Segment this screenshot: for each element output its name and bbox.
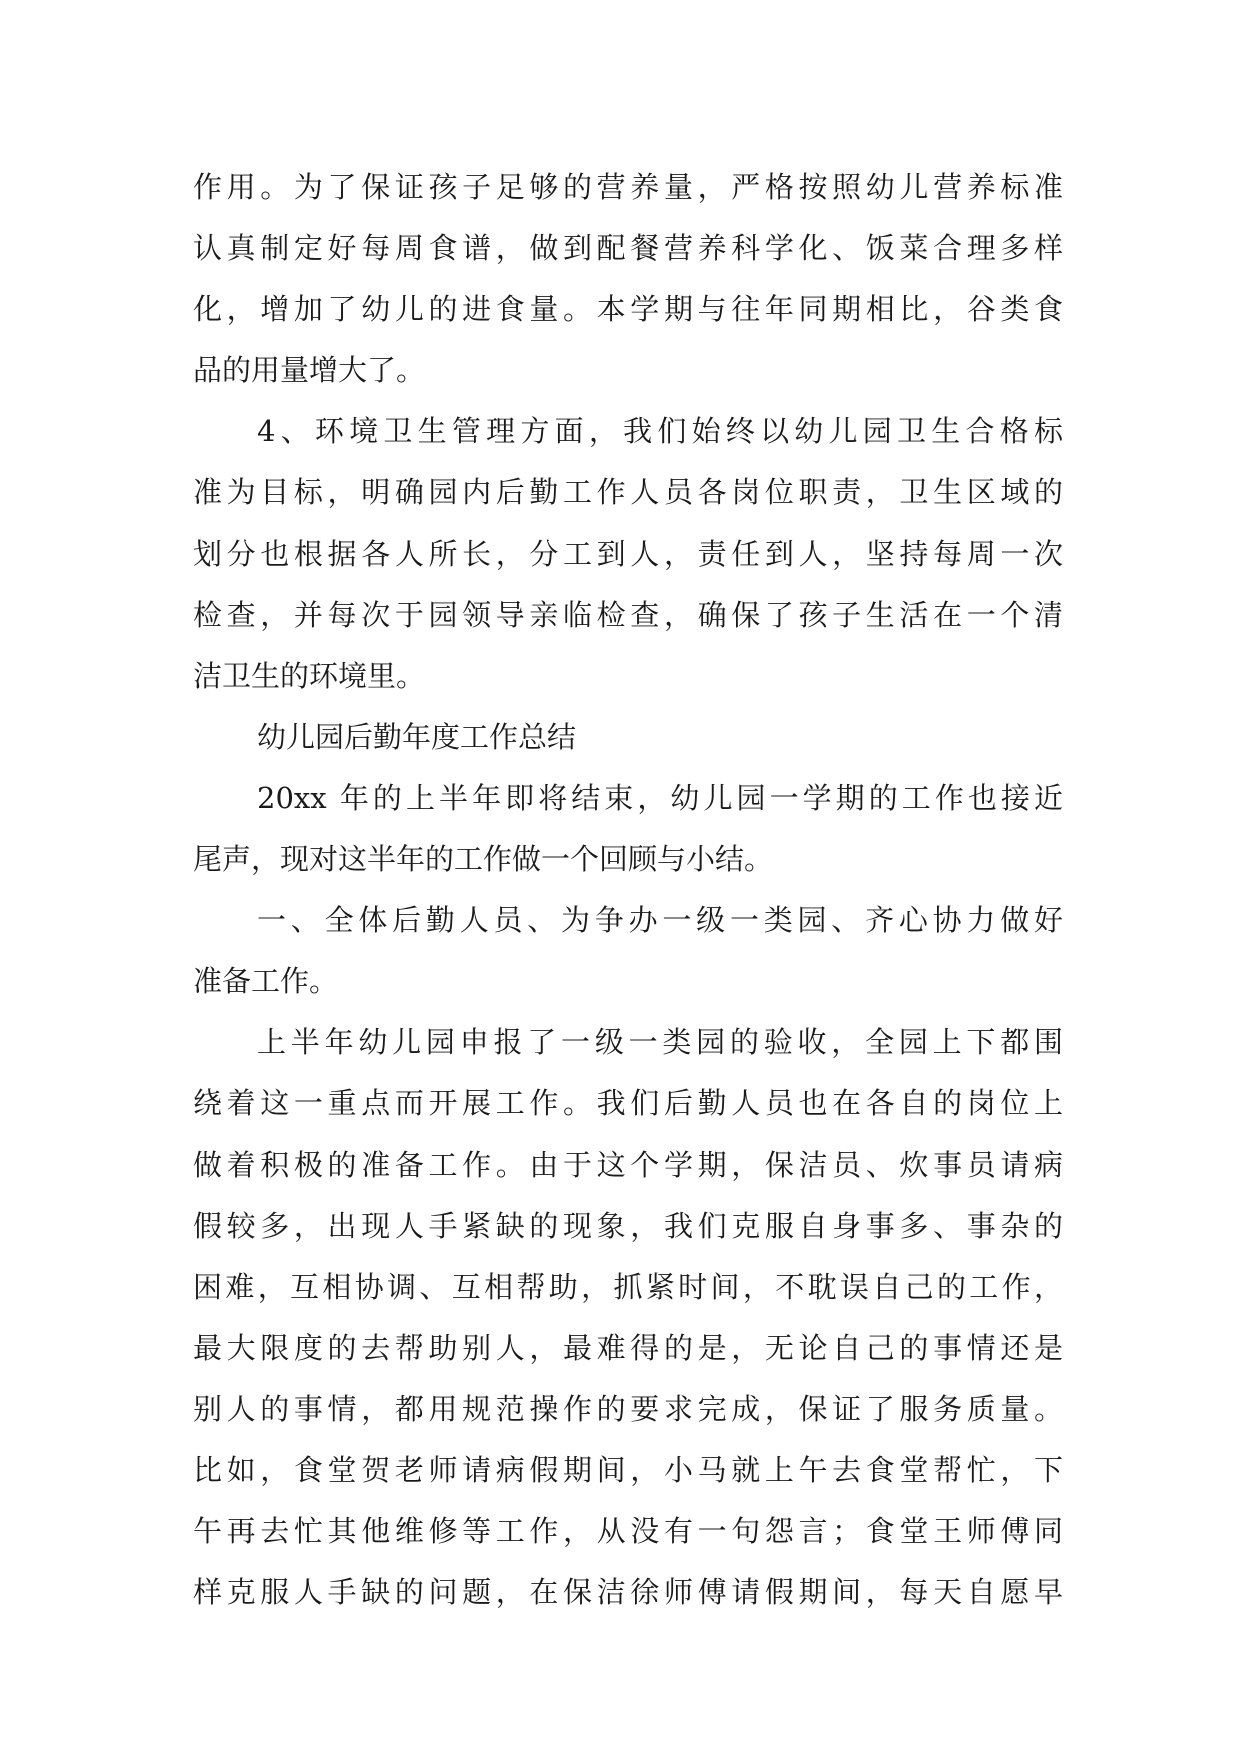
text-line: 尾声，现对这半年的工作做一个回顾与小结。 xyxy=(193,842,774,877)
text-line: 上半年幼儿园申报了一级一类园的验收，全园上下都围 xyxy=(257,1025,1063,1060)
text-line: 20xx 年的上半年即将结束，幼儿园一学期的工作也接近 xyxy=(257,780,1063,815)
text-line: 一、全体后勤人员、为争办一级一类园、齐心协力做好 xyxy=(257,903,1063,938)
text-line: 假较多，出现人手紧缺的现象，我们克服自身事多、事杂的 xyxy=(193,1208,1063,1243)
text-line: 做着积极的准备工作。由于这个学期，保洁员、炊事员请病 xyxy=(193,1147,1063,1182)
text-line: 检查，并每次于园领导亲临检查，确保了孩子生活在一个清 xyxy=(193,597,1063,632)
text-line: 准备工作。 xyxy=(193,964,339,999)
document-body xyxy=(193,157,1063,1623)
text-line: 绕着这一重点而开展工作。我们后勤人员也在各自的岗位上 xyxy=(193,1086,1063,1121)
text-line: 化，增加了幼儿的进食量。本学期与往年同期相比，谷类食 xyxy=(193,292,1063,327)
text-line: 作用。为了保证孩子足够的营养量，严格按照幼儿营养标准 xyxy=(193,170,1063,204)
text-line: 午再去忙其他维修等工作，从没有一句怨言；食堂王师傅同 xyxy=(193,1514,1063,1549)
text-line: 认真制定好每周食谱，做到配餐营养科学化、饭菜合理多样 xyxy=(193,231,1063,266)
text-line: 准为目标，明确园内后勤工作人员各岗位职责，卫生区域的 xyxy=(193,475,1063,510)
text-line: 别人的事情，都用规范操作的要求完成，保证了服务质量。 xyxy=(193,1391,1063,1426)
text-line: 最大限度的去帮助别人，最难得的是，无论自己的事情还是 xyxy=(193,1330,1063,1365)
text-line: 划分也根据各人所长，分工到人，责任到人，坚持每周一次 xyxy=(193,536,1063,571)
text-line: 样克服人手缺的问题，在保洁徐师傅请假期间，每天自愿早 xyxy=(193,1575,1063,1610)
text-line: 比如，食堂贺老师请病假期间，小马就上午去食堂帮忙，下 xyxy=(193,1452,1063,1487)
section-title: 幼儿园后勤年度工作总结 xyxy=(257,719,577,754)
text-line: 洁卫生的环境里。 xyxy=(193,658,426,693)
text-line: 4、环境卫生管理方面，我们始终以幼儿园卫生合格标 xyxy=(257,414,1063,449)
text-line: 品的用量增大了。 xyxy=(193,353,426,388)
text-line: 困难，互相协调、互相帮助，抓紧时间，不耽误自己的工作， xyxy=(193,1269,1063,1304)
